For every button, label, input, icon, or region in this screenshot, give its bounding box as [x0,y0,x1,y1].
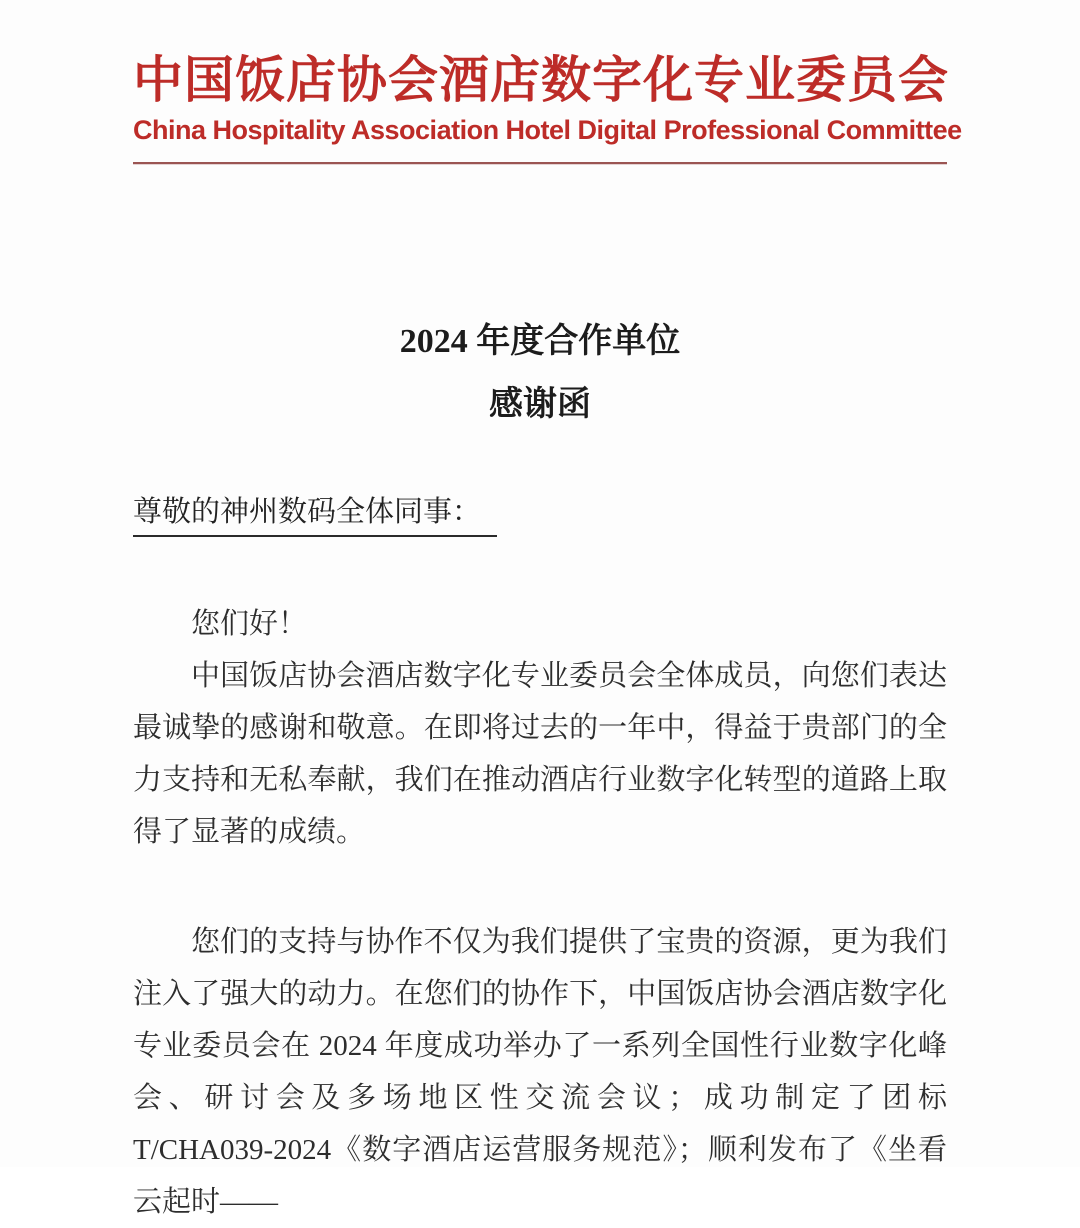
salutation [133,491,947,537]
greeting-line: 您们好！ [191,608,308,641]
document-title-line2: 感谢函 [489,386,591,424]
org-name-chinese: 中国饭店协会酒店数字化专业委员会 [133,52,949,108]
letterhead-divider [133,162,947,164]
body-paragraph: 您们的支持与协作不仅为我们提供了宝贵的资源，更为我们注入了强大的动力。在您们的协作下，中国饭店协会酒店数字化专业委员会在 2024 年度成功举办了一系列全国性行业数字化峰会、研讨会及多场地区性交流会议；成功制定了团标 T/CHA039-2024《数字酒店运营服务规范》；顺利发布了《坐看云起时—— [133,926,947,1219]
org-name-english: China Hospitality Association Hotel Digital Professional Committee [133,115,962,145]
document-title-line1: 2024 年度合作单位 [399,323,681,361]
salutation-text: 尊敬的神州数码全体同事： [133,491,497,537]
letter-body [133,598,947,1228]
document-title [133,310,947,436]
body-paragraph: 中国饭店协会酒店数字化专业委员会全体成员，向您们表达最诚挚的感谢和敬意。在即将过去的一年中，得益于贵部门的全力支持和无私奉献，我们在推动酒店行业数字化转型的道路上取得了显著的成绩。 [133,660,947,849]
letterhead [133,52,962,164]
